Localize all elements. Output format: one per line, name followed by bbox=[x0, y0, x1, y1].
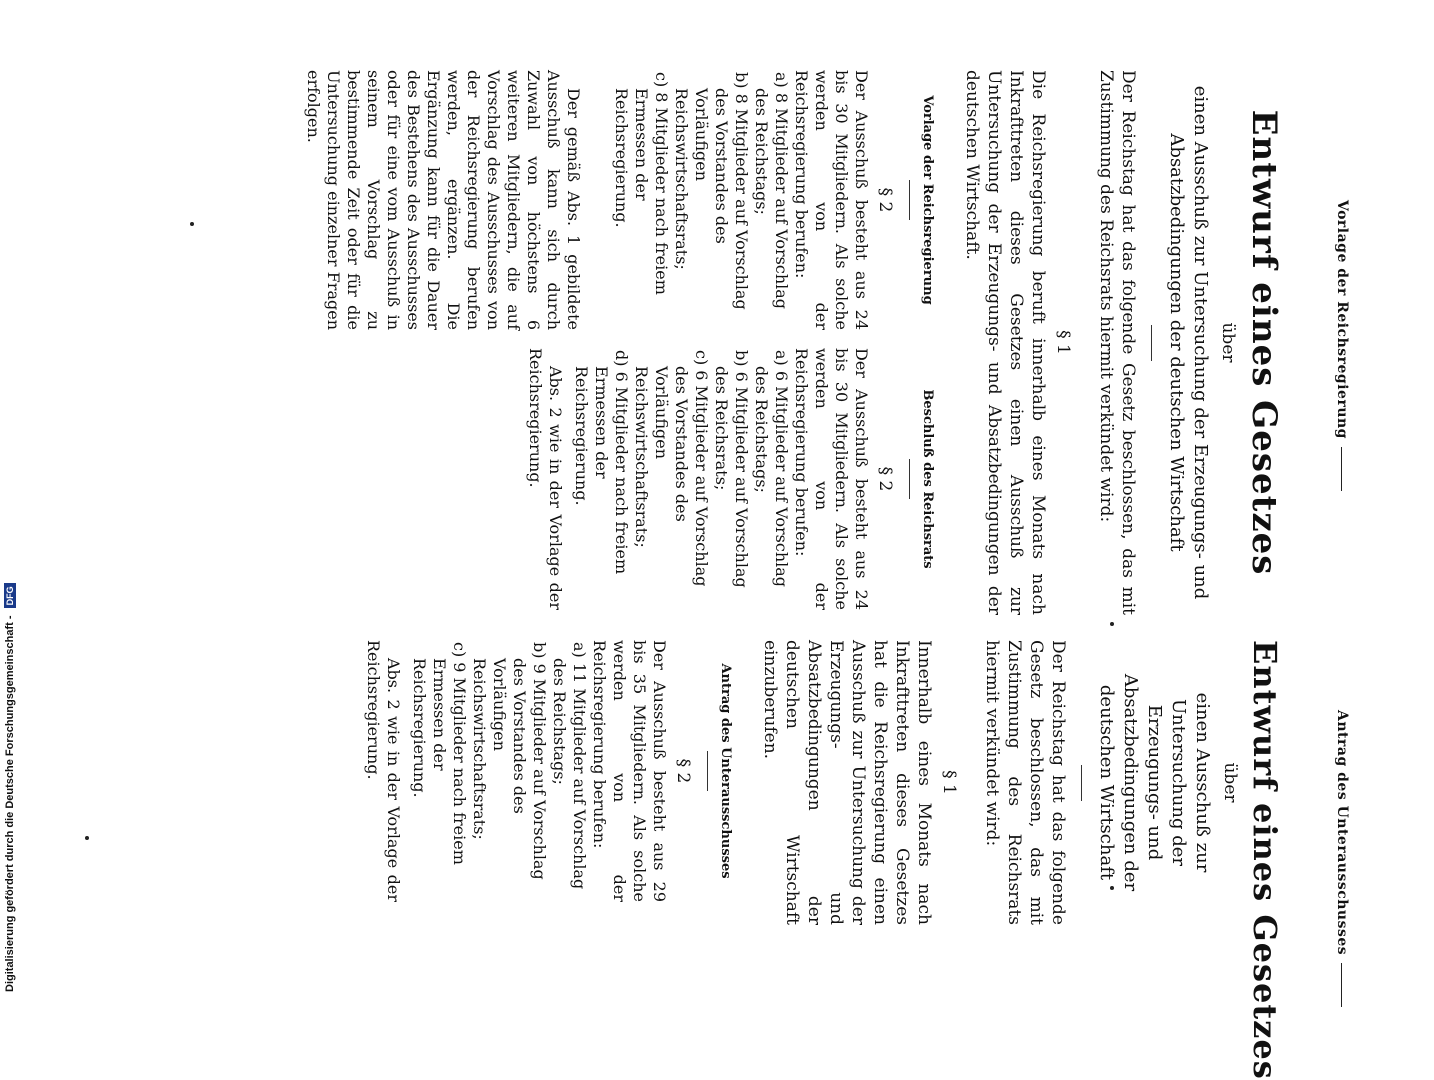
vorlage-item-c: c) 8 Mitglieder nach freiem Ermessen der Reichsregierung. bbox=[612, 72, 671, 295]
antrag-note: Abs. 2 wie in der Vorlage der Reichsregierung. bbox=[364, 640, 403, 902]
right-intro: Der Reichstag hat das folgende Gesetz beschlossen, das mit Zustimmung des Reichsrats hiermit verkündet wird: bbox=[982, 640, 1068, 925]
dfg-logo: DFG bbox=[4, 583, 16, 608]
vorlage-column bbox=[303, 70, 935, 330]
antrag-column bbox=[363, 640, 733, 902]
beschluss-note: Abs. 2 wie in der Vorlage der Reichsregierung. bbox=[526, 348, 565, 610]
right-subject: einen Ausschuß zur Untersuchung der Erzeugungs- und Absatzbedingungen der deutschen Wirtschaft bbox=[1096, 673, 1213, 892]
dfg-credit-text: Digitalisierung gefördert durch die Deutsche Forschungsgemeinschaft - bbox=[4, 615, 16, 992]
print-mark bbox=[1110, 886, 1114, 890]
beschluss-divider bbox=[909, 459, 910, 499]
left-column bbox=[304, 70, 1284, 615]
right-column bbox=[363, 640, 1284, 1080]
left-subcolumns bbox=[304, 70, 935, 615]
vorlage-para2-text: Der Ausschuß besteht aus 24 bis 30 Mitgliedern. Als solche werden von der Reichsregierung berufen: bbox=[792, 70, 871, 330]
beschluss-column bbox=[525, 348, 935, 610]
beschluss-heading: Beschluß des Reichsrats bbox=[920, 389, 935, 569]
left-intro: Der Reichstag hat das folgende Gesetz beschlossen, das mit Zustimmung des Reichsrats hiermit verkündet wird: bbox=[1096, 70, 1138, 615]
right-para1-num: § 1 bbox=[939, 770, 959, 795]
print-mark bbox=[1110, 622, 1114, 626]
vorlage-item-a: a) 8 Mitglieder auf Vorschlag des Reichstags; bbox=[752, 72, 791, 310]
beschluss-item-a: a) 6 Mitglieder auf Vorschlag des Reichstags; bbox=[752, 350, 791, 588]
antrag-para2-text: Der Ausschuß besteht aus 29 bis 35 Mitgliedern. Als solche werden von der Reichsregierung berufen: bbox=[590, 640, 669, 902]
print-mark bbox=[190, 222, 194, 226]
antrag-item-b: b) 9 Mitglieder auf Vorschlag des Vorstandes des Vorläufigen Reichswirtschaftsrats; bbox=[470, 642, 549, 880]
vorlage-heading: Vorlage der Reichsregierung bbox=[920, 95, 935, 305]
beschluss-item-d: d) 6 Mitglieder nach freiem Ermessen der Reichsregierung. bbox=[572, 350, 631, 575]
right-title: Entwurf eines Gesetzes bbox=[1246, 640, 1284, 1080]
beschluss-para2-text: Der Ausschuß besteht aus 24 bis 30 Mitgliedern. Als solche werden von der Reichsregierung berufen: bbox=[792, 348, 871, 610]
right-ueber: über bbox=[1220, 762, 1240, 803]
beschluss-item-b: b) 6 Mitglieder auf Vorschlag des Reichsrats; bbox=[712, 350, 751, 588]
left-title: Entwurf eines Gesetzes bbox=[1244, 109, 1284, 576]
antrag-item-c: c) 9 Mitglieder nach freiem Ermessen der Reichsregierung. bbox=[410, 642, 469, 865]
right-divider bbox=[1081, 765, 1082, 801]
beschluss-item-c: c) 6 Mitglieder auf Vorschlag des Vorstandes des Vorläufigen Reichswirtschaftsrats; bbox=[632, 350, 711, 587]
antrag-para2-num: § 2 bbox=[673, 758, 693, 784]
antrag-item-a: a) 11 Mitglieder auf Vorschlag des Reichstags; bbox=[550, 642, 589, 890]
beschluss-para2-num: § 2 bbox=[875, 466, 895, 492]
left-divider bbox=[1151, 325, 1152, 361]
runhead-right: Antrag des Unterausschusses bbox=[1334, 710, 1350, 1007]
vorlage-item-b: b) 8 Mitglieder auf Vorschlag des Vorstandes des Vorläufigen Reichswirtschaftsrats; bbox=[672, 72, 751, 310]
right-para1-text: Innerhalb eines Monats nach Inkrafttreten dieses Gesetzes hat die Reichsregierung einen Ausschuß zur Untersuchung der Erzeugungs- und Absatzbedingungen der deutschen Wirtschaft einzuberufen. bbox=[760, 640, 934, 925]
print-mark bbox=[85, 836, 89, 840]
left-para1-text: Die Reichsregierung beruft innerhalb eines Monats nach Inkrafttreten dieses Gesetzes einen Ausschuß zur Untersuchung der Erzeugungs- und Absatzbedingungen der deutschen Wirtschaft. bbox=[962, 70, 1048, 615]
left-para1-num: § 1 bbox=[1053, 330, 1073, 355]
left-subject: einen Ausschuß zur Untersuchung der Erzeugungs- und Absatzbedingungen der deutschen Wirtschaft bbox=[1166, 85, 1211, 600]
left-ueber: über bbox=[1218, 322, 1238, 363]
vorlage-note: Der gemäß Abs. 1 gebildete Ausschuß kann sich durch Zuwahl von höchstens 6 weiteren Mitgliedern, die auf Vorschlag des Ausschusses von der Reichsregierung berufen werden, ergänzen. Die Ergänzung kann für die Dauer des Bestehens des Ausschusses oder für eine vom Ausschuß in seinem Vorschlag zu bestimmende Zeit oder für die Untersuchung einzelner Fragen erfolgen. bbox=[304, 70, 583, 330]
antrag-heading: Antrag des Unterausschusses bbox=[718, 663, 733, 879]
runhead-left: Vorlage der Reichsregierung bbox=[1334, 200, 1350, 491]
antrag-divider bbox=[707, 751, 708, 791]
vorlage-para2-num: § 2 bbox=[875, 187, 895, 213]
vorlage-divider bbox=[909, 180, 910, 220]
